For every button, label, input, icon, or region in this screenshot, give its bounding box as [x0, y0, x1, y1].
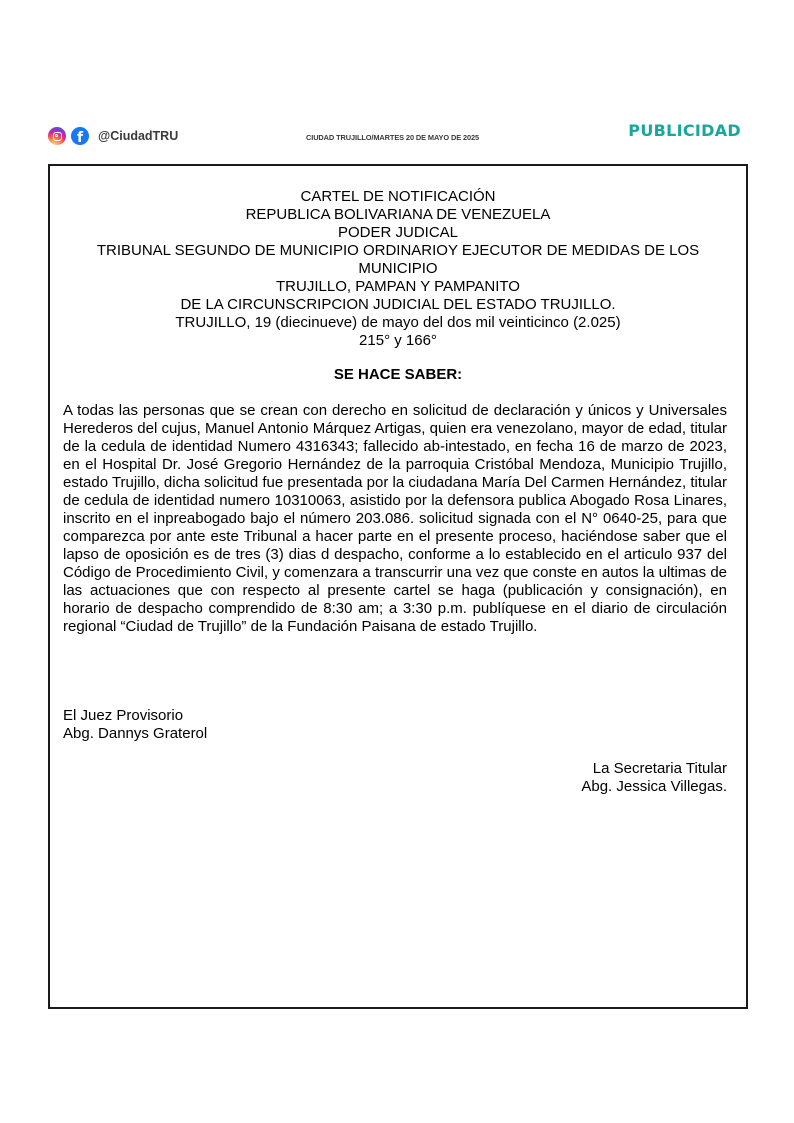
- notice-heading: [62, 188, 734, 350]
- page-header: [0, 0, 794, 160]
- heading-line: TRUJILLO, 19 (diecinueve) de mayo del dos mil veinticinco (2.025): [175, 314, 621, 331]
- heading-line: REPUBLICA BOLIVARIANA DE VENEZUELA: [245, 206, 551, 223]
- heading-line: TRIBUNAL SEGUNDO DE MUNICIPIO ORDINARIOY EJECUTOR DE MEDIDAS DE LOS MUNICIPIO: [96, 242, 700, 277]
- heading-line: TRUJILLO, PAMPAN Y PAMPANITO: [276, 278, 520, 295]
- social-links: [48, 127, 178, 145]
- secretary-title: La Secretaria Titular: [592, 760, 727, 777]
- social-handle: @CiudadTRU: [98, 129, 179, 143]
- secretary-name: Abg. Jessica Villegas.: [581, 778, 727, 795]
- judge-title: El Juez Provisorio: [63, 707, 184, 724]
- notice-subtitle: SE HACE SABER:: [333, 366, 463, 383]
- facebook-icon[interactable]: f: [71, 127, 89, 145]
- notice-body: A todas las personas que se crean con derecho en solicitud de declaración y únicos y Universales Herederos del cujus, Manuel Antonio Márquez Artigas, quien era venezolano, mayor de edad, titular de la cedula de identidad Numero 4316343; fallecido ab-intestado, en fecha 16 de marzo de 2023, en el Hospital Dr. José Gregorio Hernández de la parroquia Cristóbal Mendoza, Municipio Trujillo, estado Trujillo, dicha solicitud fue presentada por la ciudadana María Del Carmen Hernández, titular de cedula de identidad numero 10310063, asistido por la defensora publica Abogado Rosa Linares, inscrito en el inpreabogado bajo el número 203.086. solicitud signada con el N° 0640-25, para que comparezca por ante este Tribunal a hacer parte en el presente proceso, haciéndose saber que el lapso de oposición es de tres (3) dias d despacho, conforme a lo establecido en el articulo 937 del Código de Procedimiento Civil, y comenzara a transcurrir una vez que conste en autos la ultimas de las actuaciones que con respecto al presente cartel se haga (publicación y consignación), en horario de despacho comprendido de 8:30 am; a 3:30 p.m. publíquese en el diario de circulación regional “Ciudad de Trujillo” de la Fundación Paisana de estado Trujillo.: [63, 402, 727, 635]
- judge-signature-block: [63, 707, 207, 743]
- section-label: PUBLICIDAD: [628, 121, 741, 140]
- heading-line: CARTEL DE NOTIFICACIÓN: [300, 188, 496, 205]
- secretary-signature-block: [581, 760, 727, 796]
- publication-dateline: CIUDAD TRUJILLO/MARTES 20 DE MAYO DE 2025: [306, 133, 480, 142]
- notice-box: [48, 164, 748, 1009]
- heading-line: DE LA CIRCUNSCRIPCION JUDICIAL DEL ESTADO TRUJILLO.: [180, 296, 616, 313]
- heading-line: PODER JUDICAL: [337, 224, 459, 241]
- instagram-icon[interactable]: [48, 127, 66, 145]
- heading-line: 215° y 166°: [359, 332, 437, 349]
- judge-name: Abg. Dannys Graterol: [63, 725, 208, 742]
